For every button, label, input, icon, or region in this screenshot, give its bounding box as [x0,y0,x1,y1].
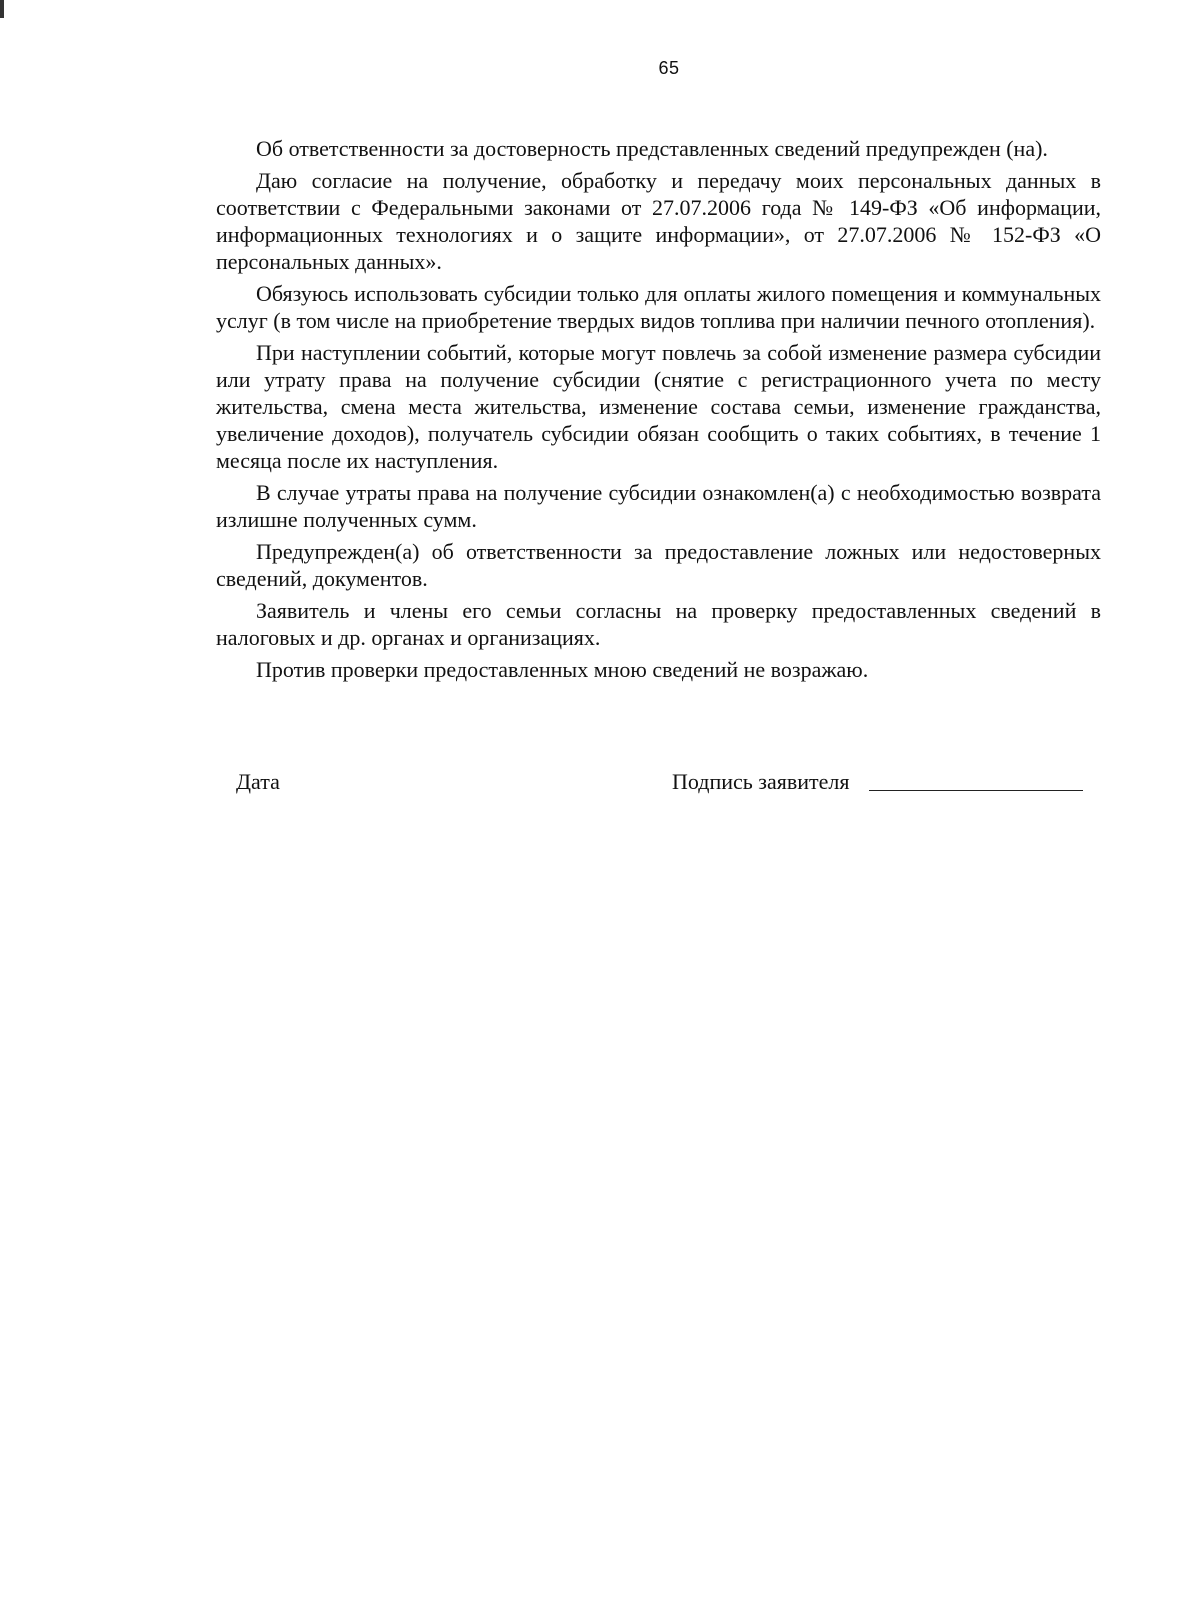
paragraph-liability-notice: Об ответственности за достоверность представленных сведений предупрежден (на). [256,136,1048,161]
paragraph-verification-consent: Заявитель и члены его семьи согласны на проверку предоставленных сведений в налоговых и др. органах и организациях. [216,598,1101,650]
page-number: 65 [658,58,680,78]
date-label: Дата [236,769,280,794]
paragraph-no-objection: Против проверки предоставленных мною сведений не возражаю. [256,657,869,682]
signature-label: Подпись заявителя [672,769,850,794]
signature-row [0,764,1200,804]
paragraph-false-info-warning: Предупрежден(а) об ответственности за предоставление ложных или недостоверных сведений, документов. [216,539,1101,591]
scan-edge-mark [0,0,4,18]
paragraph-personal-data-consent: Даю согласие на получение, обработку и передачу моих персональных данных в соответствии с Федеральными законами от 27.07.2006 года № 149-ФЗ «Об информации, информационных технологиях и о защите информации», от 27.07.2006 № 152-ФЗ «О персональных данных». [216,168,1101,274]
signature-line [869,790,1083,791]
paragraph-refund-acknowledgement: В случае утраты права на получение субсидии ознакомлен(а) с необходимостью возврата излишне полученных сумм. [216,480,1101,532]
document-body [216,135,1101,688]
paragraph-subsidy-usage-obligation: Обязуюсь использовать субсидии только для оплаты жилого помещения и коммунальных услуг (в том числе на приобретение твердых видов топлива при наличии печного отопления). [216,281,1101,333]
paragraph-change-notification: При наступлении событий, которые могут повлечь за собой изменение размера субсидии или утрату права на получение субсидии (снятие с регистрационного учета по месту жительства, смена места жительства, изменение состава семьи, изменение гражданства, увеличение доходов), получатель субсидии обязан сообщить о таких событиях, в течение 1 месяца после их наступления. [216,340,1101,473]
